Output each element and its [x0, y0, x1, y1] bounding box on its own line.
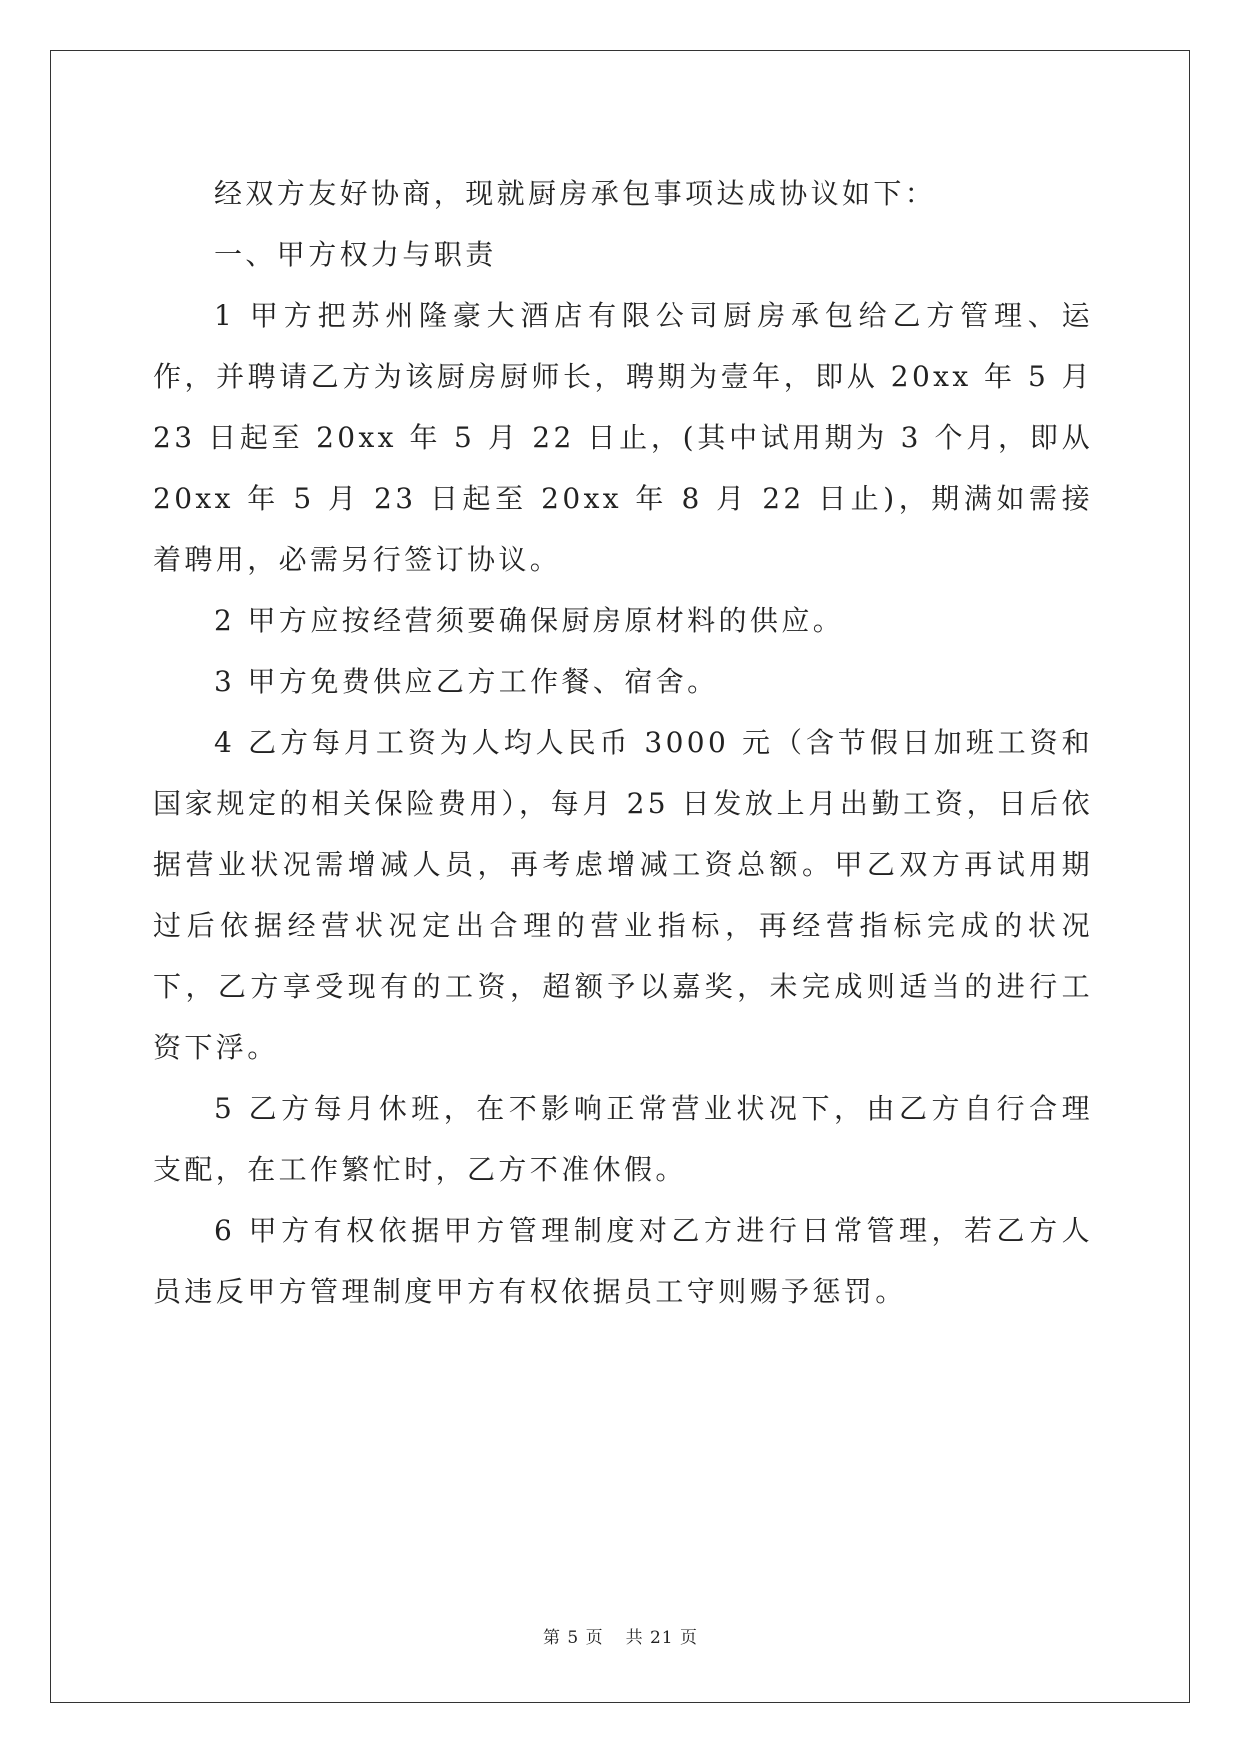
document-body [153, 163, 1093, 1322]
clause-1: 1 甲方把苏州隆豪大酒店有限公司厨房承包给乙方管理、运作，并聘请乙方为该厨房厨师长，聘期为壹年，即从 20xx 年 5 月 23 日起至 20xx 年 5 月 22 日止，(其中试用期为 3 个月，即从 20xx 年 5 月 23 日起至 20xx 年 8 月 22 日止)，期满如需接着聘用，必需另行签订协议。 [153, 299, 1093, 576]
page-number: 第 5 页 [542, 1628, 604, 1648]
page-total: 共 21 页 [625, 1628, 699, 1648]
intro-paragraph: 经双方友好协商，现就厨房承包事项达成协议如下： [214, 177, 937, 210]
clause-4: 4 乙方每月工资为人均人民币 3000 元（含节假日加班工资和国家规定的相关保险费用），每月 25 日发放上月出勤工资，日后依据营业状况需增减人员，再考虑增减工资总额。甲乙双方再试用期过后依据经营状况定出合理的营业指标，再经营指标完成的状况下，乙方享受现有的工资，超额予以嘉奖，未完成则适当的进行工资下浮。 [153, 726, 1093, 1064]
clause-5: 5 乙方每月休班，在不影响正常营业状况下，由乙方自行合理支配，在工作繁忙时，乙方不准休假。 [153, 1092, 1093, 1186]
clause-6: 6 甲方有权依据甲方管理制度对乙方进行日常管理，若乙方人员违反甲方管理制度甲方有权依据员工守则赐予惩罚。 [153, 1214, 1093, 1308]
clause-2: 2 甲方应按经营须要确保厨房原材料的供应。 [214, 604, 845, 637]
clause-3: 3 甲方免费供应乙方工作餐、宿舍。 [214, 665, 719, 698]
section-heading: 一、甲方权力与职责 [214, 238, 497, 271]
page-footer [0, 1623, 1241, 1648]
